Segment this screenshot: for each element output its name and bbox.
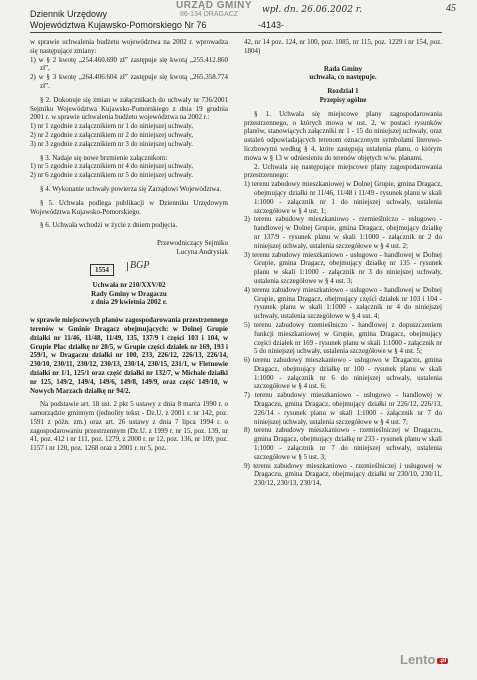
handwritten-date: wpł. dn. 26.06.2002 r.: [262, 5, 362, 15]
section-1-point-2: 2. Uchwala się następujące miejscowe plany zagospodarowania przestrzennego:: [244, 162, 442, 180]
signature-name: Lucyna Andrysiak: [176, 247, 228, 256]
handwritten-initials: BGP: [127, 262, 149, 271]
page-number: -4143-: [258, 20, 285, 30]
amend-item: 2) w § 3 kwotę „264.406.604 zł” zastępuje się kwotą „265.358.774 zł”.: [30, 73, 228, 90]
resolution-subject: w sprawie miejscowych planów zagospodarowania przestrzennego terenów w Gminie Dragacz obejmujących: w Dolnej Grupie działki nr 11/46, 11/48, 11/49, 135, 137/9 i części 103 i 104, w Grupie Płac działkę nr 28/5, w Grupie części działek nr 169, 193 i 259/1, w Dragaczu działki nr 100, 233, 226/12, 226/13, 226/14, 230/10, 230/11, 230/12, 230/13, 230/14, 230/15, 231/1, w Fletnowie działki nr 1/1, 125/1 oraz część działki nr 132/7, w Michale działki nr 125, 149/2, 149/4, 149/6, 149/8, 149/9, oraz część 149/10, w Nowych Marzach działkę nr 94/2.: [30, 316, 228, 395]
paragraph-6: § 6. Uchwała wchodzi w życie z dniem podjęcia.: [40, 221, 178, 230]
plan-item: 3) terenu zabudowy mieszkaniowo - usługowo - handlowej w Dolnej Grupie, gmina Dragacz, obejmujący działkę nr 135 - rysunek planu w skali 1:1000 - załącznik nr 3 do niniejszej uchwały, ustalenia szczegółowe w § 4 ust. 3;: [244, 250, 442, 285]
amend-item: 1) w § 2 kwotę „254.460.690 zł” zastępuje się kwotą „255.412.860 zł”,: [30, 55, 228, 73]
plan-item: 1) terenu zabudowy mieszkaniowej w Dolnej Grupie, gmina Dragacz, obejmujący działki nr 11/46, 11/48 i 11/49 - rysunek planu w skali 1:1000 - załącznik nr 1 do niniejszej uchwały, ustalenia szczegółowe w § 4 ust. 1;: [244, 180, 442, 215]
plan-item: 2) terenu zabudowy mieszkaniowo - rzemieślniczo - usługowo - handlowej w Dolnej Grupie, gmina Dragacz, obejmujący działkę nr 137/9 - rysunek planu w skali 1:1000 - załącznik nr 2 do niniejszej uchwały, ustalenia szczegółowe w § 4 ust. 2;: [244, 215, 442, 250]
entry-number: 1554: [90, 264, 114, 276]
resolution-date: z dnia 29 kwietnia 2002 r.: [91, 298, 167, 307]
watermark-text: Lento: [400, 652, 436, 667]
stamp-line-1: URZĄD GMINY: [176, 0, 253, 11]
chapter-number: Rozdział 1: [327, 87, 359, 96]
resolution-number: Uchwała nr 210/XXV/02: [92, 280, 166, 289]
annex-item: 1) nr 1 zgodnie z załącznikiem nr 1 do niniejszej uchwały,: [30, 122, 194, 131]
amend-intro: w sprawie uchwalenia budżetu województwa na 2002 r. wprowadza się następujące zmiany:: [30, 38, 228, 55]
plan-item: 7) terenu zabudowy mieszkaniowo - usługowo - handlowej w Dragaczu, gmina Dragacz, obejmujący działki nr 226/12, 226/13, 226/14 - rysunek planu w skali 1:1000 - załącznik nr 7 do niniejszej uchwały, ustalenia szczegółowe w § 4 ust. 7;: [244, 391, 442, 426]
plan-item: 4) terenu zabudowy mieszkaniowo - usługowo - handlowej w Dolnej Grupie, gmina Dragacz, obejmujący części działek nr 103 i 104 - rysunek planu w skali 1:1000 - załącznik nr 4 do niniejszej uchwały, ustalenia szczegółowe w § 4 ust. 4;: [244, 285, 442, 321]
legal-basis: Na podstawie art. 18 ust. 2 pkt 5 ustawy z dnia 8 marca 1990 r. o samorządzie gminnym (jednolity tekst - Dz.U. z 2001 r. nr 142, poz. 1591 z późn. zm.) oraz art. 26 ustawy z dnia 7 lipca 1994 r. o zagospodarowaniu przestrzennym (Dz.U. z 1999 r. nr 15, poz. 139, nr 41, poz. 412 i nr 111, poz. 1279, z 2000 r. nr 12, poz. 136, nr 109, poz. 1157 i nr 120, poz. 1268 oraz z 2001 r. nr 5, poz.: [30, 400, 228, 453]
stamp-line-2: 86-134 DRAGACZ: [180, 11, 238, 18]
council-heading: Rada Gminy: [323, 64, 363, 73]
chapter-title: Przepisy ogólne: [319, 95, 367, 104]
left-column: [30, 38, 228, 453]
section-1: § 1. Uchwala się miejscowe plany zagospodarowania przestrzennego, o których mowa w ust. 2, w postaci rysunków planów, stanowiących załączniki nr 1 - 15 do niniejszej uchwały, oraz ustaleń odpowiadających terenom oznaczonym symbolami literowo-liczbowymi według § 4, które zastępują ustalenia planu, o którym mowa w § 13 w odniesieniu do terenów objętych w/w. planami.: [244, 109, 442, 162]
resolution-issuer: Rady Gminy w Dragaczu: [91, 289, 167, 298]
watermark-logo: [400, 652, 448, 667]
plan-item: 5) terenu zabudowy rzemieślniczo - handlowej z dopuszczeniem funkcji mieszkaniowej w Grupie, gmina Dragacz, obejmujący części działek nr 169 - rysunek planu w skali 1:1000 - załącznik nr 5 do niniejszej uchwały, ustalenia szczegółowe w § 4 ust. 5;: [244, 320, 442, 356]
council-resolves: uchwala, co następuje.: [309, 73, 377, 82]
annex-item: 2) nr 2 zgodnie z załącznikiem nr 2 do niniejszej uchwały,: [30, 130, 194, 139]
entry-number-row: [30, 259, 228, 276]
legal-basis-continued: 42, nr 14 poz. 124, nr 100, poz. 1085, nr 115, poz. 1229 i nr 154, poz. 1804): [244, 38, 442, 55]
signature-role: Przewodniczący Sejmiku: [157, 239, 228, 248]
journal-subtitle: Województwa Kujawsko-Pomorskiego Nr 76: [30, 20, 207, 30]
plan-item: 8) terenu zabudowy mieszkaniowo - rzemieślniczej w Dragaczu, gmina Dragacz, obejmujący działkę nr 233 - rysunek planu w skali 1:1000 - załącznik nr 7 do niniejszej uchwały, ustalenia szczegółowe w § 5 ust. 3;: [244, 426, 442, 461]
annex-item: 2) nr 6 zgodnie z załącznikiem nr 5 do niniejszej uchwały.: [30, 171, 194, 180]
annex-item: 3) nr 3 zgodnie z załącznikiem nr 3 do niniejszej uchwały.: [30, 139, 194, 148]
paragraph-2: § 2. Dokonuje się zmian w załącznikach do uchwały nr 736/2001 Sejmiku Województwa Kujawsko-Pomorskiego z dnia 19 grudnia 2001 r. w sprawie uchwalenia budżetu województwa na 2002 r.:: [30, 95, 228, 122]
paragraph-3: § 3. Nadaje się nowe brzmienie załącznikom:: [40, 153, 168, 162]
paragraph-5: § 5. Uchwała podlega publikacji w Dzienniku Urzędowym Województwa Kujawsko-Pomorskiego.: [30, 198, 228, 216]
header-rule: [30, 32, 442, 33]
plan-item: 6) terenu zabudowy mieszkaniowo - usługowo w Dragaczu, gmina Dragacz, obejmujący działkę nr 100 - rysunek planu w skali 1:1000 - załącznik nr 6 do niniejszej uchwały, ustalenia szczegółowe w § 4 ust. 6;: [244, 356, 442, 391]
plan-item: 9) terenu zabudowy mieszkaniowo - rzemieślniczej i usługowej w Dragaczu, gmina Dragacz, obejmujący działki nr 230/10, 230/11, 230/12, 230/13, 230/14,: [244, 461, 442, 488]
annex-item: 1) nr 5 zgodnie z załącznikiem nr 4 do niniejszej uchwały,: [30, 162, 194, 171]
watermark-suffix: .pl: [439, 657, 447, 664]
right-column: [244, 38, 442, 488]
paragraph-4: § 4. Wykonanie uchwały powierza się Zarządowi Województwa.: [40, 184, 222, 193]
handwritten-mark: 45: [446, 3, 456, 14]
journal-title: Dziennik Urzędowy: [30, 9, 108, 19]
